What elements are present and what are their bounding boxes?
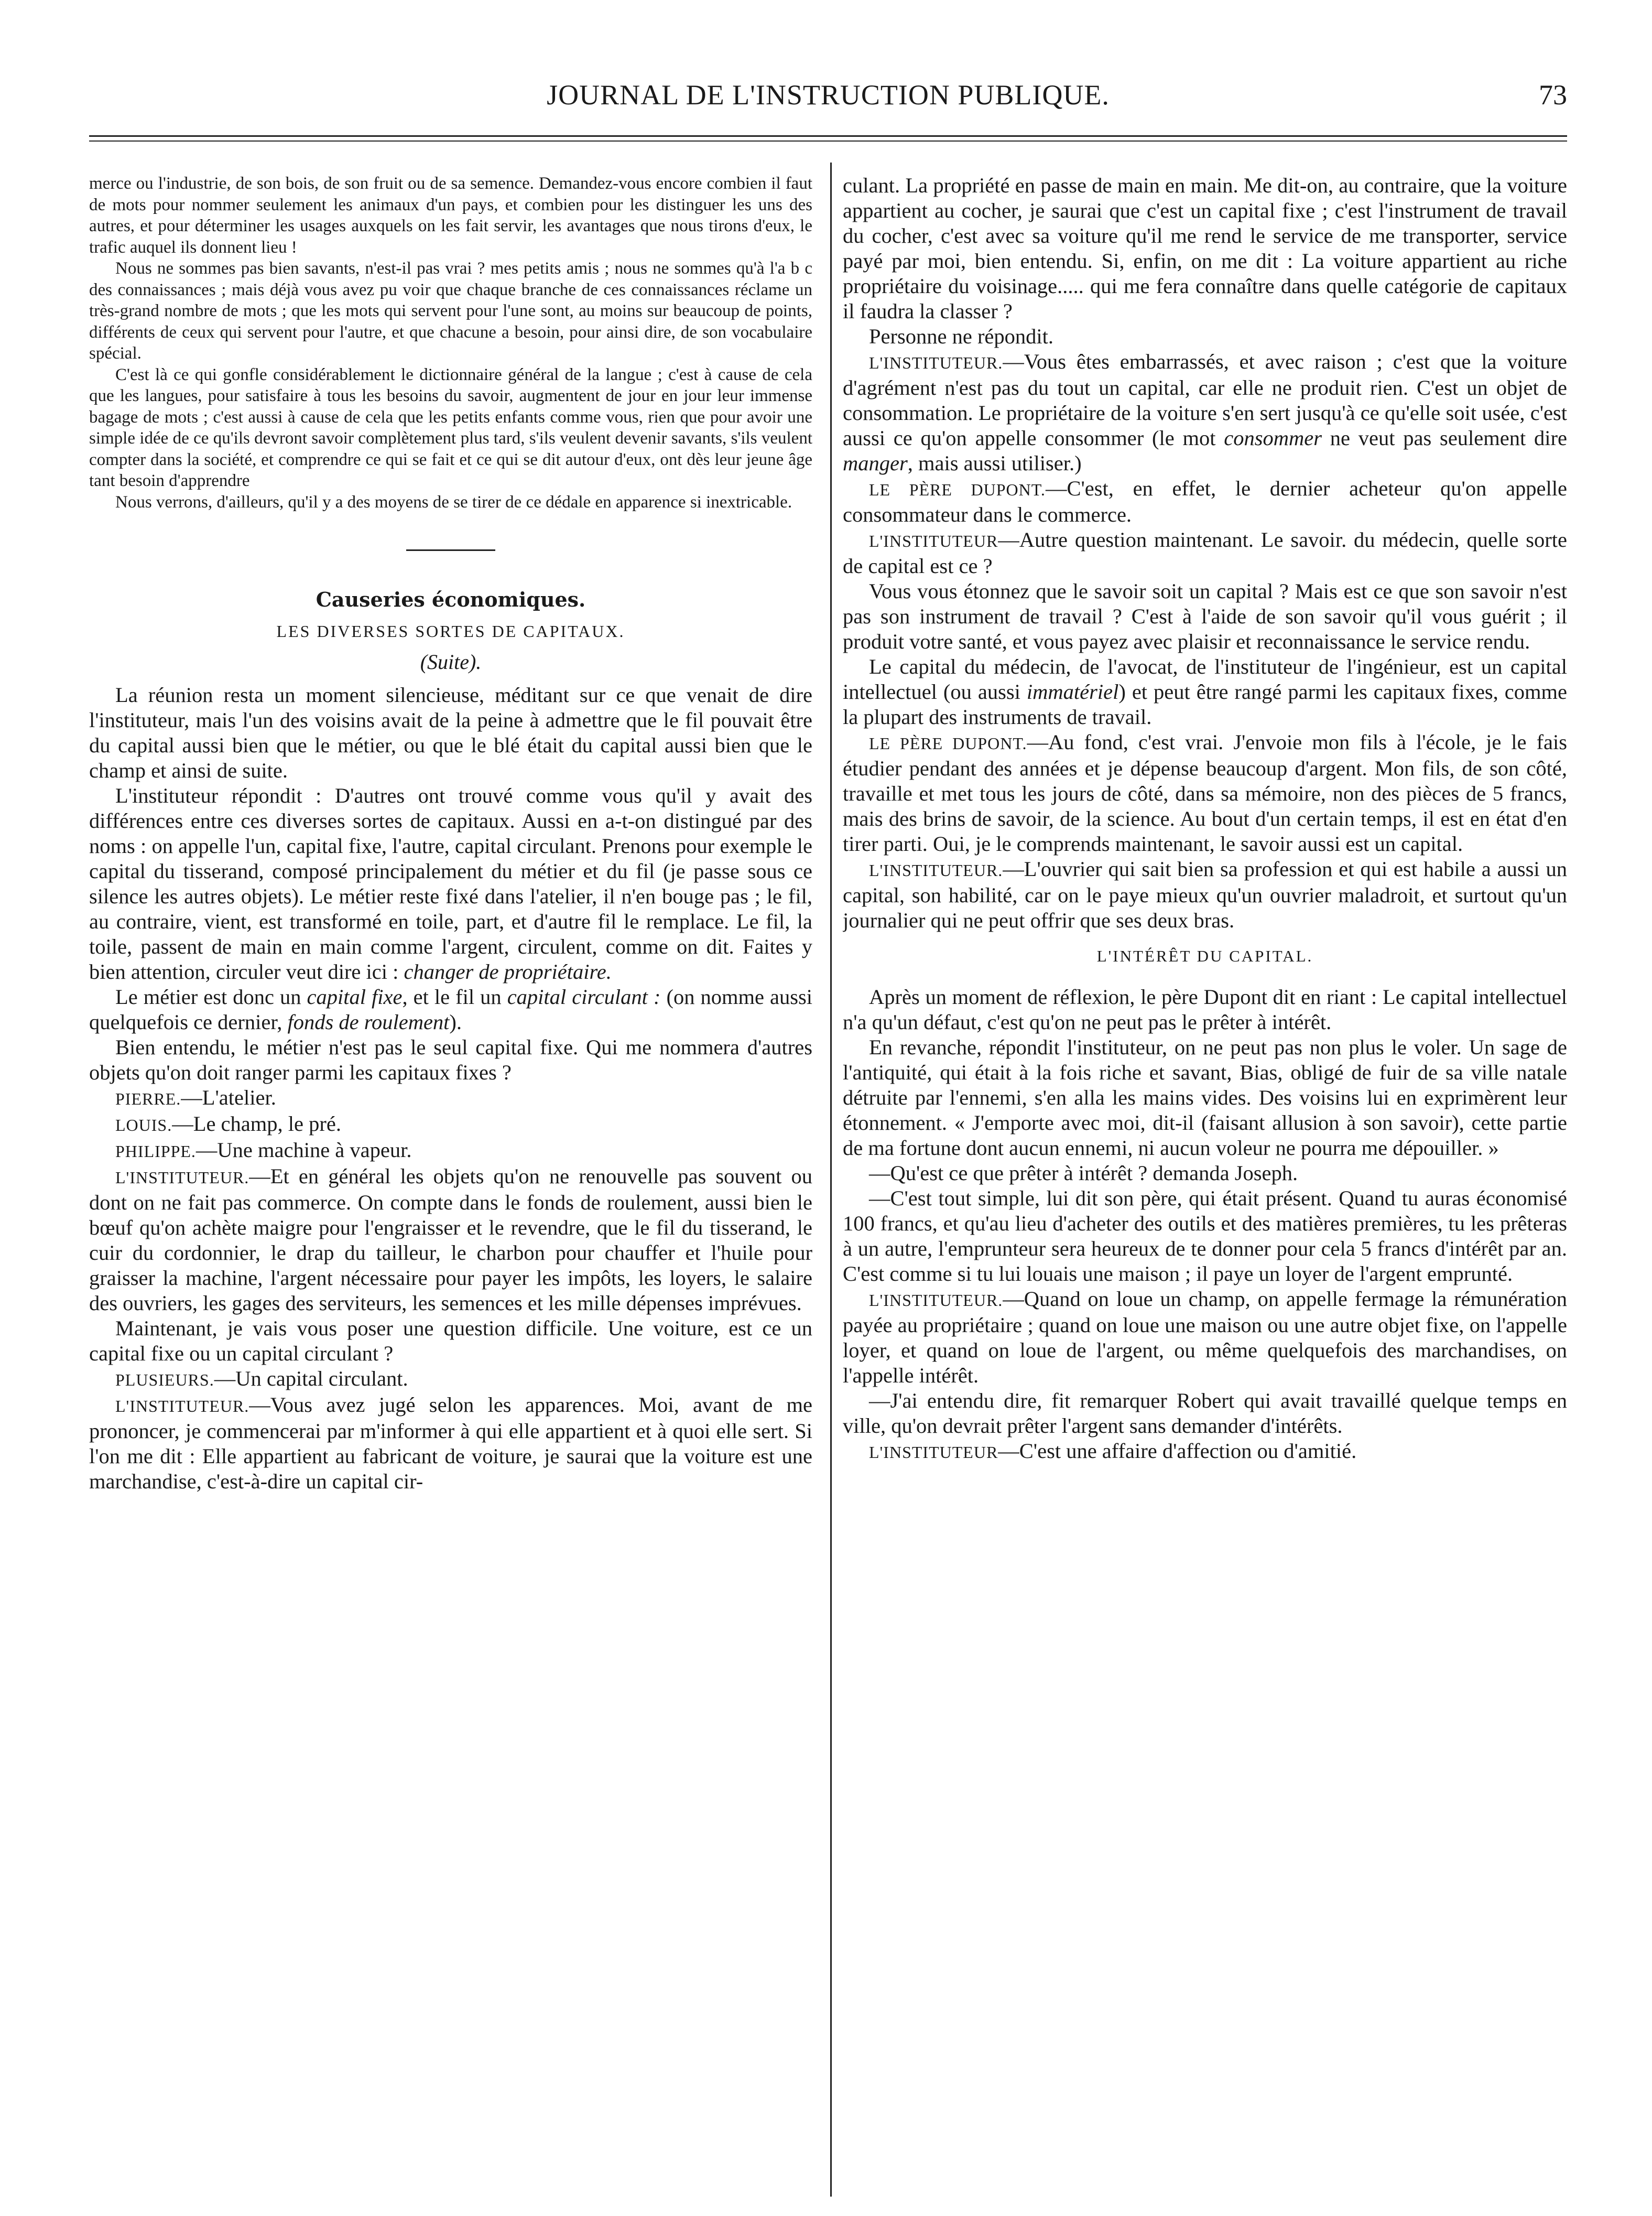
paragraph: —Qu'est ce que prêter à intérêt ? demanda Joseph. bbox=[869, 1161, 1298, 1185]
page-header bbox=[89, 79, 1567, 121]
dialogue-line: LE PÈRE DUPONT.—Au fond, c'est vrai. J'envoie mon fils à l'école, je le fais étudier pendant des années et je dépense beaucoup d'argent. Mon fils, de son côté, travaille et met tous les jours de côté, dans sa mémoire, non des pièces de 5 francs, mais des brins de savoir, de la science. Au bout d'un certain temps, il est en état d'en tirer parti. Oui, je le comprends maintenant, le savoir aussi est un capital. bbox=[843, 730, 1567, 856]
dialogue-line: L'INSTITUTEUR.—Vous êtes embarrassés, et avec raison ; c'est que la voiture d'agrément n'est pas du tout un capital, car elle ne produit rien. C'est un objet de consommation. Le propriétaire de la voiture s'en sert jusqu'à ce qu'elle soit usée, c'est aussi ce qu'on appelle consommer (le mot consommer ne veut pas seulement dire manger, mais aussi utiliser.) bbox=[843, 350, 1567, 475]
speaker-name: PIERRE. bbox=[115, 1089, 181, 1108]
dialogue-line: L'INSTITUTEUR—C'est une affaire d'affection ou d'amitié. bbox=[869, 1439, 1357, 1463]
dialogue-line: LE PÈRE DUPONT.—C'est, en effet, le dernier acheteur qu'on appelle consommateur dans le commerce. bbox=[843, 477, 1567, 526]
paragraph: —J'ai entendu dire, fit remarquer Robert qui avait travaillé quelque temps en ville, qu'on devrait prêter l'argent sans demander d'intérêts. bbox=[843, 1389, 1567, 1437]
header-rule-bottom bbox=[89, 140, 1567, 142]
speaker-name: L'INSTITUTEUR bbox=[869, 532, 998, 550]
dialogue-line: L'INSTITUTEUR.—Quand on loue un champ, on appelle fermage la rémunération payée au propriétaire ; quand on loue une maison ou une autre objet fixe, on l'appelle loyer, et quand on loue de l'argent, ou même quelquefois des marchandises, on l'appelle intérêt. bbox=[843, 1287, 1567, 1387]
intro-paragraph-1: merce ou l'industrie, de son bois, de son fruit ou de sa semence. Demandez-vous encore combien il faut de mots pour nommer seulement les animaux d'un pays, et combien pour les distinguer les uns des autres, et pour déterminer les usages auxquels on les fait servir, les avantages que nous tirons d'eux, le trafic auquel ils donnent lieu ! bbox=[89, 174, 812, 257]
speaker-name: L'INSTITUTEUR. bbox=[115, 1397, 249, 1415]
paragraph: —C'est tout simple, lui dit son père, qui était présent. Quand tu auras économisé 100 francs, et qu'au lieu d'acheter des outils et des matières premières, tu les prêteras à un autre, l'emprunteur sera heureux de te donner pour cela 5 francs d'intérêt par an. C'est comme si tu lui louais une maison ; il paye un loyer de l'argent emprunté. bbox=[843, 1186, 1567, 1285]
dialogue-line: L'INSTITUTEUR.—Vous avez jugé selon les apparences. Moi, avant de me prononcer, je commencerai par m'informer à qui elle appartient et à quoi elle sert. Si l'on me dit : Elle appartient au fabricant de voiture, je saurai que la voiture est une marchandise, c'est-à-dire un capital cir- bbox=[89, 1393, 812, 1493]
speaker-name: L'INSTITUTEUR. bbox=[869, 861, 1003, 880]
dialogue-line: L'INSTITUTEUR.—Et en général les objets qu'on ne renouvelle pas souvent ou dont on ne fait pas commerce. On compte dans le fonds de roulement, aussi bien le bœuf qu'on achète maigre pour l'engraisser et le revendre, que le fil du tisserand, le cuir du cordonnier, le drap du tailleur, le charbon pour chauffer et l'huile pour graisser la machine, l'argent nécessaire pour payer les impôts, les loyers, le salaire des ouvriers, les gages des serviteurs, les semences et les mille dépenses imprévues. bbox=[89, 1164, 812, 1315]
dialogue-line: PIERRE.—L'atelier. bbox=[115, 1086, 276, 1109]
subsection-title: L'INTÉRÊT DU CAPITAL. bbox=[1096, 947, 1313, 965]
section-title: Causeries économiques. bbox=[316, 588, 586, 611]
paragraph: Bien entendu, le métier n'est pas le seul capital fixe. Qui me nommera d'autres objets qu'on doit ranger parmi les capitaux fixes ? bbox=[89, 1035, 812, 1084]
dialogue-line: L'INSTITUTEUR.—L'ouvrier qui sait bien sa profession et qui est habile a aussi un capital, son habilité, car on le paye mieux qu'un ouvrier maladroit, et surtout qu'un journalier qui ne peut offrir que ses deux bras. bbox=[843, 857, 1567, 932]
section-separator bbox=[406, 549, 495, 551]
paragraph: L'instituteur répondit : D'autres ont trouvé comme vous qu'il y avait des différences entre ces diverses sortes de capitaux. Aussi en a-t-on distingué par des noms : on appelle l'un, capital fixe, l'autre, capital circulant. Prenons pour exemple le capital du tisserand, composé principalement du métier et du fil (je passe sous ce silence les autres objets). Le métier reste fixé dans l'atelier, il n'en bouge pas ; le fil, au contraire, vient, est transformé en toile, part, et d'autre fil le remplace. Le fil, la toile, passent de main en main comme l'argent, circulent, comme on dit. Faites y bien attention, circuler veut dire ici : changer de propriétaire. bbox=[89, 784, 812, 983]
speaker-name: L'INSTITUTEUR bbox=[869, 1443, 998, 1462]
intro-paragraph-3: C'est là ce qui gonfle considérablement le dictionnaire général de la langue ; c'est à cause de cela que les langues, pour satisfaire à tous les besoins du savoir, augmentent de jour en jour leur immense bagage de mots ; c'est aussi à cause de cela que les petits enfants comme vous, rien que pour avoir une simple idée de ce qu'ils devront savoir complètement plus tard, s'ils veulent devenir savants, s'ils veulent compter dans la société, et comprendre ce qui se fait et ce qui se dit autour d'eux, ont dès leur jeune âge tant besoin d'apprendre bbox=[89, 365, 812, 490]
suite-label: (Suite). bbox=[420, 650, 482, 674]
speaker-name: LOUIS. bbox=[115, 1116, 172, 1134]
intro-block bbox=[89, 173, 812, 513]
paragraph: Le capital du médecin, de l'avocat, de l'instituteur de l'ingénieur, est un capital intellectuel (ou aussi immatériel) et peut être rangé parmi les capitaux fixes, comme la plupart des instruments de travail. bbox=[843, 655, 1567, 729]
paragraph: Personne ne répondit. bbox=[869, 325, 1054, 348]
paragraph: Maintenant, je vais vous poser une question difficile. Une voiture, est ce un capital fixe ou un capital circulant ? bbox=[89, 1316, 812, 1365]
dialogue-line: PHILIPPE.—Une machine à vapeur. bbox=[115, 1138, 412, 1162]
paragraph: La réunion resta un moment silencieuse, méditant sur ce que venait de dire l'instituteur, mais l'un des voisins avait de la peine à admettre que le fil pouvait être du capital aussi bien que le métier, ou que le blé était du capital aussi bien que le champ et ainsi de suite. bbox=[89, 683, 812, 782]
left-column bbox=[89, 173, 812, 2207]
speaker-name: L'INSTITUTEUR. bbox=[869, 1291, 1003, 1310]
dialogue-line: LOUIS.—Le champ, le pré. bbox=[115, 1112, 341, 1136]
article-body-left bbox=[89, 683, 812, 1494]
speaker-name: LE PÈRE DUPONT. bbox=[869, 734, 1027, 753]
speaker-name: PLUSIEURS. bbox=[115, 1370, 214, 1389]
section-subtitle: LES DIVERSES SORTES DE CAPITAUX. bbox=[276, 622, 625, 641]
paragraph: Le métier est donc un capital fixe, et le fil un capital circulant : (on nomme aussi quelquefois ce dernier, fonds de roulement). bbox=[89, 985, 812, 1034]
paragraph: Après un moment de réflexion, le père Dupont dit en riant : Le capital intellectuel n'a qu'un défaut, c'est qu'on ne peut pas le prêter à intérêt. bbox=[843, 985, 1567, 1034]
intro-paragraph-2: Nous ne sommes pas bien savants, n'est-il pas vrai ? mes petits amis ; nous ne sommes qu'à l'a b c des connaissances ; mais déjà vous avez pu voir que chaque branche de ces connaissances réclame un très-grand nombre de mots ; que les mots qui servent pour l'une sont, au moins sur beaucoup de points, différents de ceux qui servent pour l'autre, et que chacune a besoin, pour ainsi dire, de son vocabulaire spécial. bbox=[89, 259, 812, 363]
page-number: 73 bbox=[1539, 79, 1567, 111]
paragraph: En revanche, répondit l'instituteur, on ne peut pas non plus le voler. Un sage de l'antiquité, qui était à la fois riche et savant, Bias, obligé de fuir de sa ville natale détruite par l'ennemi, s'en alla les mains vides. Des voisins lui en exprimèrent leur étonnement. « J'emporte avec moi, dit-il (faisant allusion à son savoir), cette partie de ma fortune dont aucun ennemi, ni aucun voleur ne pourra me dépouiller. » bbox=[843, 1035, 1567, 1160]
header-rule-top bbox=[89, 135, 1567, 137]
journal-title: JOURNAL DE L'INSTRUCTION PUBLIQUE. bbox=[547, 79, 1110, 111]
speaker-name: L'INSTITUTEUR. bbox=[869, 353, 1003, 372]
speaker-name: PHILIPPE. bbox=[115, 1142, 196, 1161]
intro-paragraph-4: Nous verrons, d'ailleurs, qu'il y a des moyens de se tirer de ce dédale en apparence si inextricable. bbox=[115, 492, 792, 512]
right-column bbox=[843, 173, 1567, 2207]
column-divider bbox=[830, 163, 832, 2197]
dialogue-line: L'INSTITUTEUR—Autre question maintenant. Le savoir. du médecin, quelle sorte de capital est ce ? bbox=[843, 528, 1567, 578]
paragraph: Vous vous étonnez que le savoir soit un capital ? Mais est ce que son savoir n'est pas son instrument de travail ? C'est à l'aide de son savoir qu'il vous guérit ; il produit votre santé, et vous payez avec plaisir et reconnaissance le service rendu. bbox=[843, 579, 1567, 653]
speaker-name: L'INSTITUTEUR. bbox=[115, 1168, 249, 1187]
dialogue-line: PLUSIEURS.—Un capital circulant. bbox=[115, 1367, 408, 1390]
speaker-name: LE PÈRE DUPONT. bbox=[869, 480, 1046, 499]
paragraph: culant. La propriété en passe de main en main. Me dit-on, au contraire, que la voiture appartient au cocher, je saurai que c'est un capital fixe ; c'est l'instrument de travail du cocher, c'est avec sa voiture qu'il me rend le service de me transporter, service payé par moi, bien entendu. Si, enfin, on me dit : La voiture appartient au riche propriétaire du voisinage..... qui me fera connaître dans quelle catégorie de capitaux il faudra la classer ? bbox=[843, 174, 1567, 323]
